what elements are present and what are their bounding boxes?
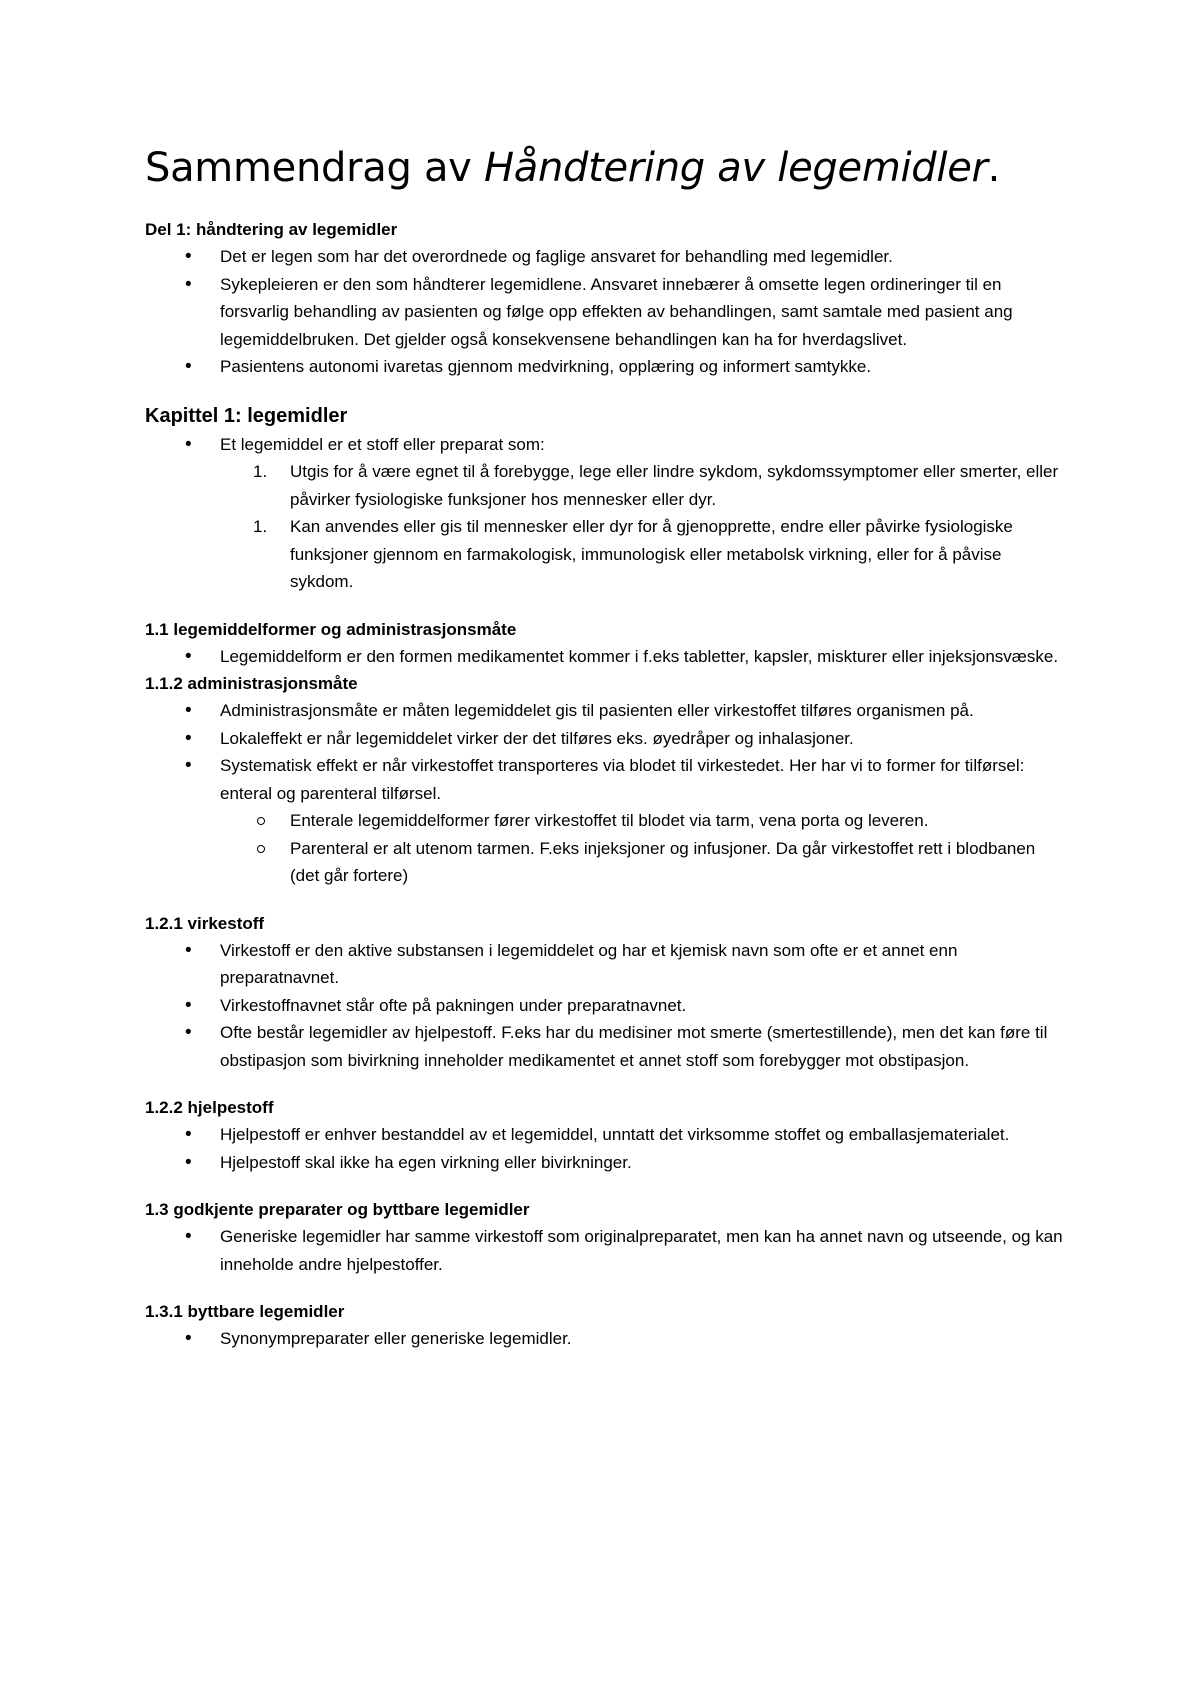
title-text: Sammendrag av	[145, 145, 484, 191]
list-item: • Generiske legemidler har samme virkestoff som originalpreparatet, men kan ha annet navn og utseende, og kan inneholde andre hjelpestoffer.	[145, 1223, 1065, 1278]
section-heading-1-1-2: 1.1.2 administrasjonsmåte	[145, 674, 358, 693]
sub-list-item: Parenteral er alt utenom tarmen. F.eks injeksjoner og infusjoner. Da går virkestoffet rett i blodbanen (det går fortere)	[145, 835, 1065, 890]
s11-list	[145, 643, 1065, 671]
sub-list-item: Enterale legemiddelformer fører virkestoffet til blodet via tarm, vena porta og leveren.	[145, 807, 1065, 835]
list-item: • Virkestoff er den aktive substansen i legemiddelet og har et kjemisk navn som ofte er et annet enn preparatnavnet.	[145, 937, 1065, 992]
number-marker: 1.	[253, 517, 268, 536]
chapter-heading-kapittel1: Kapittel 1: legemidler	[145, 404, 348, 427]
section-heading-del1: Del 1: håndtering av legemidler	[145, 220, 398, 239]
list-item: • Administrasjonsmåte er måten legemiddelet gis til pasienten eller virkestoffet tilføres organismen på.	[145, 697, 1065, 725]
document-content	[145, 140, 1065, 1353]
s122-list	[145, 1121, 1065, 1176]
list-item: • Sykepleieren er den som håndterer legemidlene. Ansvaret innebærer å omsette legen ordineringer til en forsvarlig behandling av pasienten og følge opp effekten av behandlingen, samt samtale med pasient ang legemiddelbruken. Det gjelder også konsekvensene behandlingen kan ha for hverdagslivet.	[145, 271, 1065, 354]
list-item: • Systematisk effekt er når virkestoffet transporteres via blodet til virkestedet. Her har vi to former for tilførsel: enteral og parenteral tilførsel.	[145, 752, 1065, 807]
title-italic-text: Håndtering av legemidler	[483, 145, 988, 191]
section-heading-1-2-2: 1.2.2 hjelpestoff	[145, 1098, 274, 1117]
s112-list	[145, 697, 1065, 890]
section-heading-1-1: 1.1 legemiddelformer og administrasjonsmåte	[145, 619, 517, 639]
numbered-item	[145, 458, 1065, 513]
list-item: • Ofte består legemidler av hjelpestoff. F.eks har du medisiner mot smerte (smertestillende), men det kan føre til obstipasjon som bivirkning inneholder medikamentet et annet stoff som forebygger mot obstipasjon.	[145, 1019, 1065, 1074]
number-marker: 1.	[253, 462, 268, 481]
section-heading-1-3: 1.3 godkjente preparater og byttbare legemidler	[145, 1200, 530, 1219]
list-item: • Lokaleffekt er når legemiddelet virker der det tilføres eks. øyedråper og inhalasjoner.	[145, 725, 1065, 753]
list-item: • Hjelpestoff skal ikke ha egen virkning eller bivirkninger.	[145, 1149, 1065, 1177]
list-item: • Synonympreparater eller generiske legemidler.	[145, 1325, 1065, 1353]
section-heading-1-3-1: 1.3.1 byttbare legemidler	[145, 1302, 345, 1321]
kap1-list	[145, 431, 1065, 459]
numbered-item-text: Kan anvendes eller gis til mennesker eller dyr for å gjenopprette, endre eller påvirke fysiologiske funksjoner gjennom en farmakologisk, immunologisk eller metabolsk virkning, eller for å påvise sykdom.	[290, 517, 1013, 591]
list-item: • Virkestoffnavnet står ofte på pakningen under preparatnavnet.	[145, 992, 1065, 1020]
title-end: .	[987, 145, 1001, 191]
list-item: • Det er legen som har det overordnede og faglige ansvaret for behandling med legemidler.	[145, 243, 1065, 271]
list-item: • Et legemiddel er et stoff eller preparat som:	[145, 431, 1065, 459]
document-title	[145, 140, 1065, 196]
numbered-item-text: Utgis for å være egnet til å forebygge, lege eller lindre sykdom, sykdomssymptomer eller smerter, eller påvirker fysiologiske funksjoner hos mennesker eller dyr.	[290, 462, 1059, 509]
list-item: • Legemiddelform er den formen medikamentet kommer i f.eks tabletter, kapsler, miskturer eller injeksjonsvæske.	[145, 643, 1065, 671]
s13-list	[145, 1223, 1065, 1278]
del1-list	[145, 243, 1065, 381]
section-heading-1-2-1: 1.2.1 virkestoff	[145, 913, 265, 933]
list-item: • Pasientens autonomi ivaretas gjennom medvirkning, opplæring og informert samtykke.	[145, 353, 1065, 381]
kap1-numbered-list	[145, 458, 1065, 596]
numbered-item	[145, 513, 1065, 596]
s131-list	[145, 1325, 1065, 1353]
s121-list	[145, 937, 1065, 1075]
list-item: • Hjelpestoff er enhver bestanddel av et legemiddel, unntatt det virksomme stoffet og emballasjematerialet.	[145, 1121, 1065, 1149]
